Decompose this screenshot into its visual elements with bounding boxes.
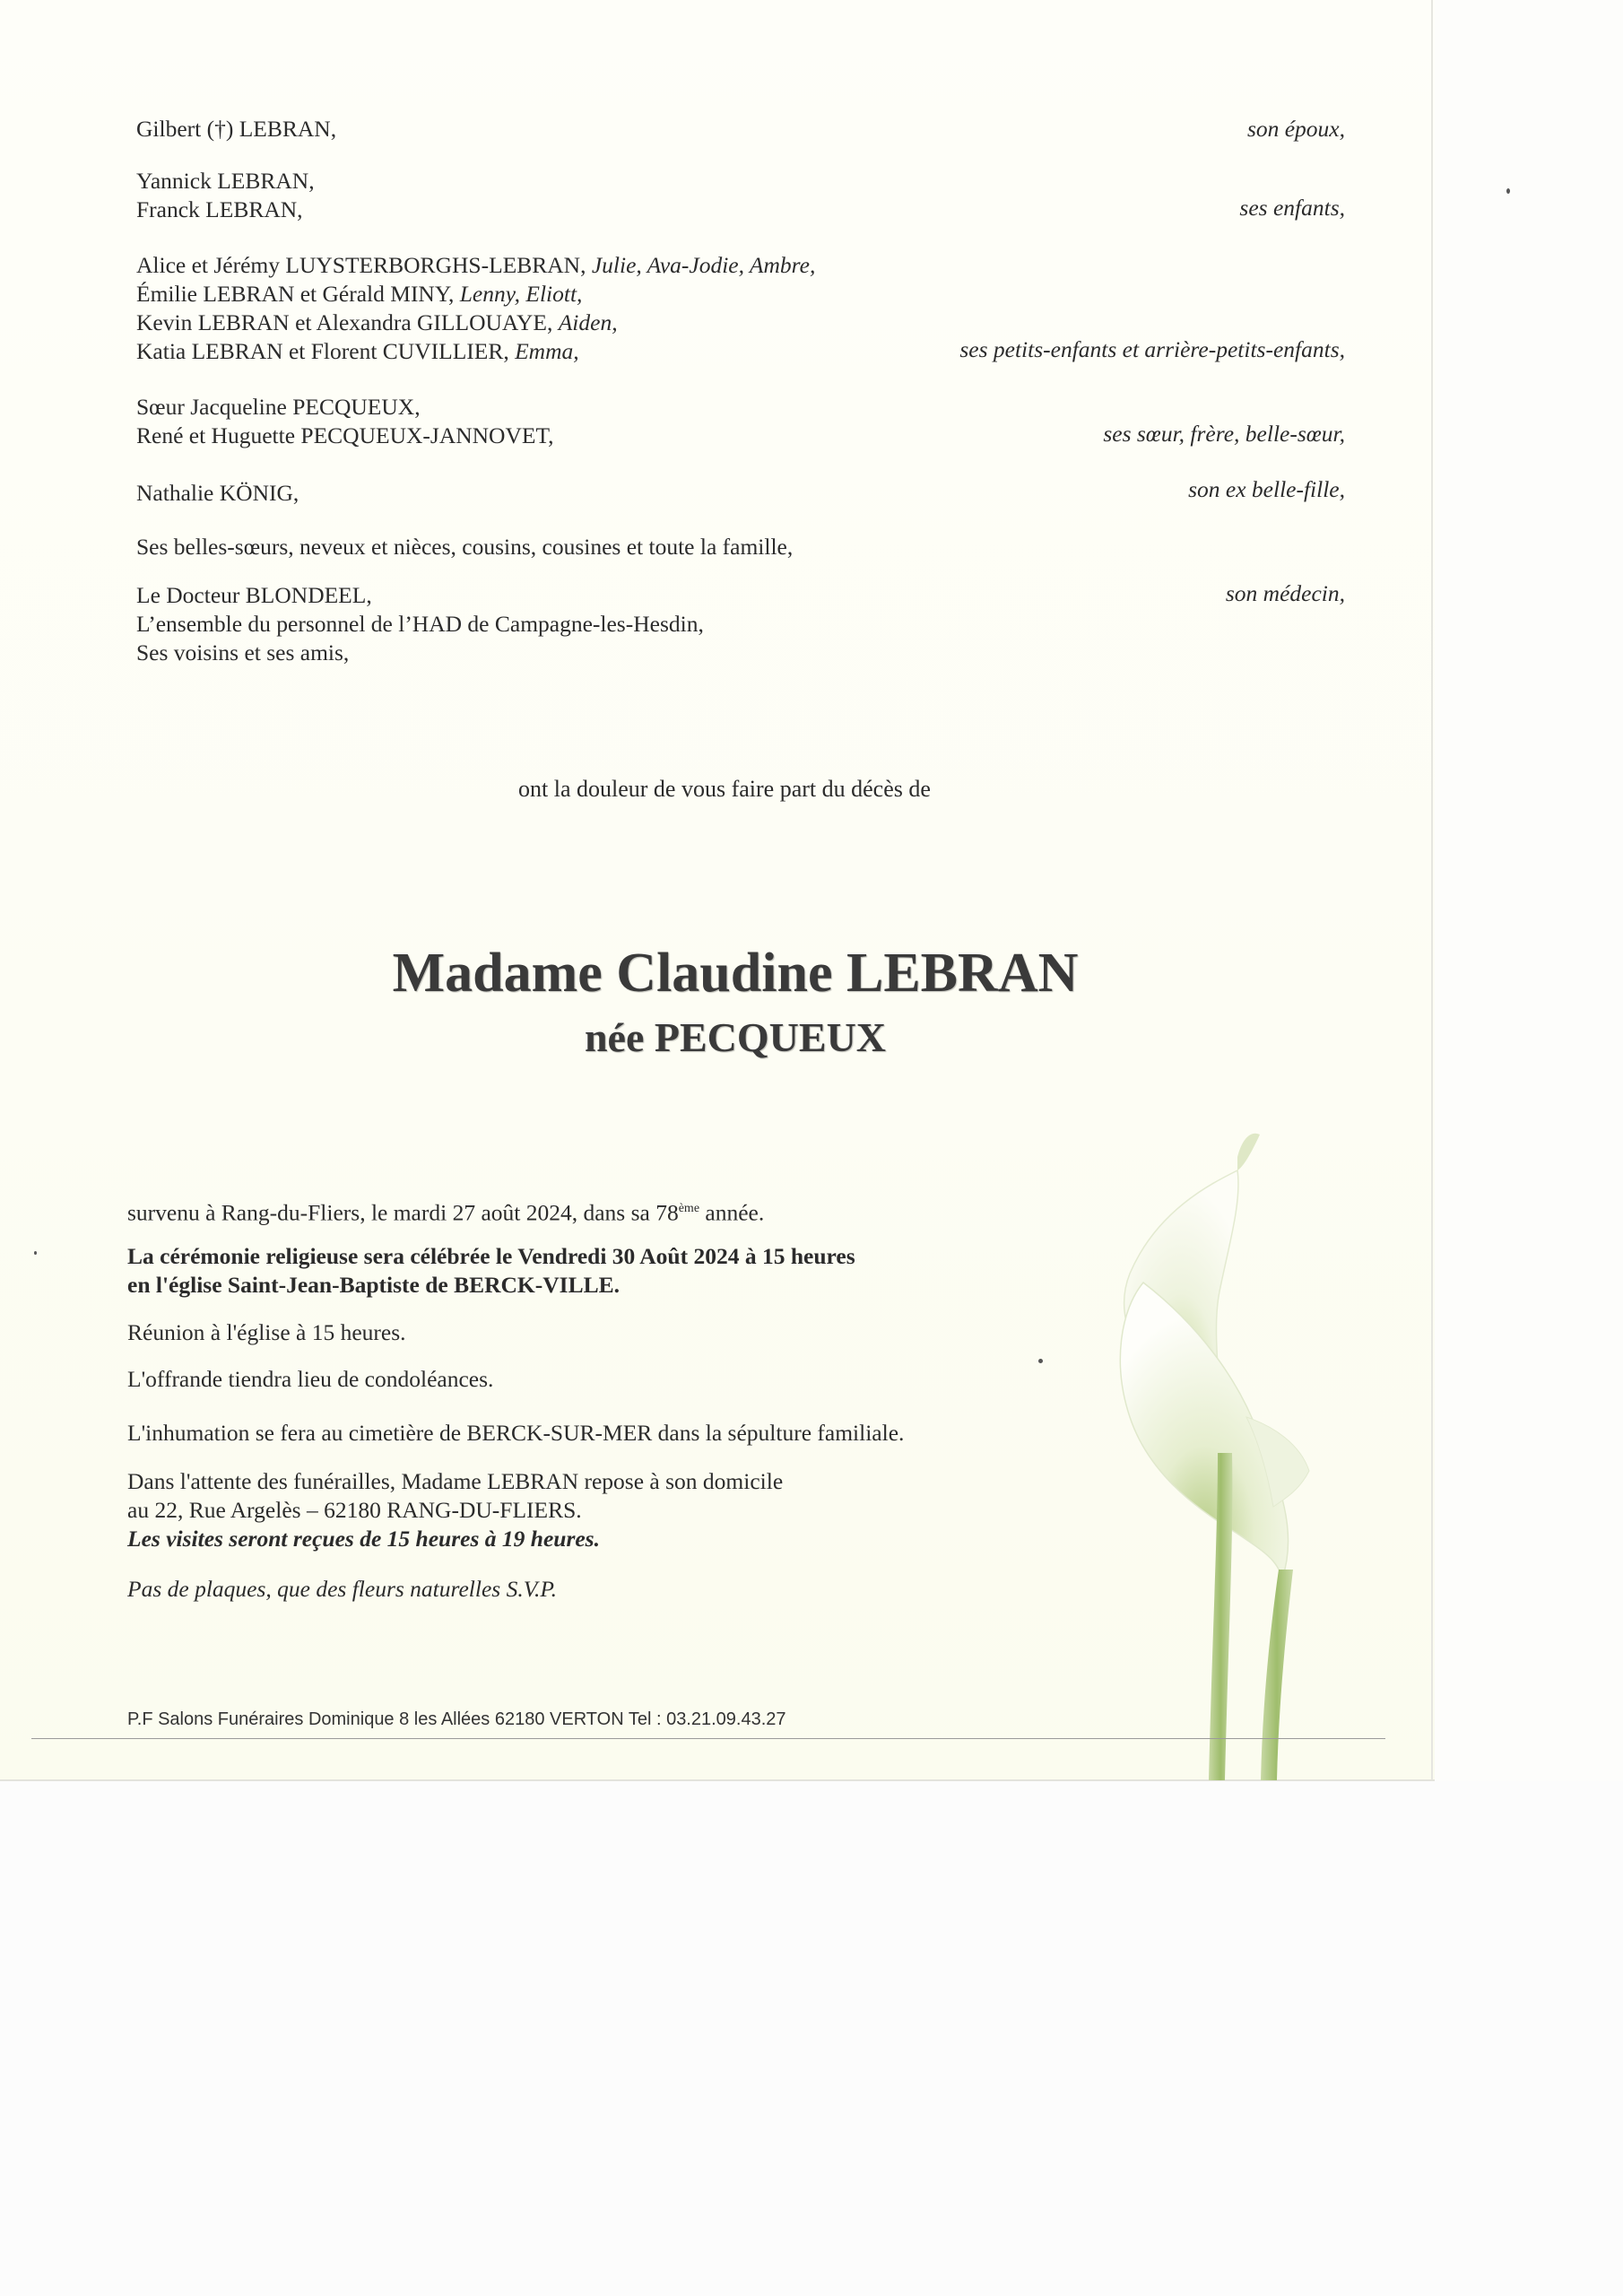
footer-divider (31, 1738, 1385, 1739)
ex-daughter-in-law-relation: son ex belle-fille, (1188, 476, 1345, 502)
announcement-text: ont la douleur de vous faire part du décès de (518, 776, 931, 802)
ex-daughter-in-law-name: Nathalie KÖNIG, (136, 480, 299, 506)
flowers-note: Pas de plaques, que des fleurs naturelles S.V.P. (127, 1576, 558, 1602)
grandchildren-line-1: Alice et Jérémy LUYSTERBORGHS-LEBRAN, Julie, Ava-Jodie, Ambre, (136, 252, 816, 278)
deceased-maiden-name: née PECQUEUX (584, 1014, 887, 1060)
visits-info: Les visites seront reçues de 15 heures à 19 heures. (127, 1526, 600, 1552)
other-name-2: L’ensemble du personnel de l’HAD de Campagne-les-Hesdin, (136, 611, 704, 637)
grandchildren-line-3: Kevin LEBRAN et Alexandra GILLOUAYE, Aiden, (136, 309, 618, 335)
page-right-edge (1431, 0, 1433, 1780)
grandchildren-line-4: Katia LEBRAN et Florent CUVILLIER, Emma, (136, 338, 579, 364)
deceased-name: Madame Claudine LEBRAN (392, 943, 1079, 1004)
child-name-1: Yannick LEBRAN, (136, 168, 315, 194)
sibling-name-1: Sœur Jacqueline PECQUEUX, (136, 394, 421, 420)
extended-family: Ses belles-sœurs, neveux et nièces, cousins, cousines et toute la famille, (136, 534, 794, 560)
rest-line-1: Dans l'attente des funérailles, Madame LEBRAN repose à son domicile (127, 1468, 784, 1494)
meeting-info: Réunion à l'église à 15 heures. (127, 1319, 406, 1345)
ceremony-line-1: La cérémonie religieuse sera célébrée le Vendredi 30 Août 2024 à 15 heures (127, 1243, 855, 1269)
sibling-name-2: René et Huguette PECQUEUX-JANNOVET, (136, 422, 554, 448)
death-details: survenu à Rang-du-Fliers, le mardi 27 août 2024, dans sa 78ème année. (127, 1199, 765, 1226)
other-name-1: Le Docteur BLONDEEL, (136, 582, 372, 608)
spouse-relation: son époux, (1246, 116, 1345, 142)
scan-speck (1506, 188, 1510, 194)
spouse-name: Gilbert (†) LEBRAN, (136, 116, 337, 142)
children-relation: ses enfants, (1239, 195, 1345, 221)
calla-lily-illustration (1058, 1130, 1381, 1780)
lower-blank-sheet (0, 1781, 1623, 2296)
grandchildren-line-2: Émilie LEBRAN et Gérald MINY, Lenny, Eliott, (136, 281, 583, 307)
funeral-home-footer: P.F Salons Funéraires Dominique 8 les Allées 62180 VERTON Tel : 03.21.09.43.27 (127, 1709, 786, 1729)
rest-line-2: au 22, Rue Argelès – 62180 RANG-DU-FLIERS. (127, 1497, 582, 1523)
doctor-relation: son médecin, (1225, 580, 1345, 606)
offering-info: L'offrande tiendra lieu de condoléances. (127, 1366, 494, 1392)
siblings-relation: ses sœur, frère, belle-sœur, (1103, 421, 1345, 447)
other-name-3: Ses voisins et ses amis, (136, 639, 350, 665)
grandchildren-relation: ses petits-enfants et arrière-petits-enfants, (959, 336, 1345, 362)
child-name-2: Franck LEBRAN, (136, 196, 303, 222)
scan-speck (34, 1251, 37, 1255)
ceremony-line-2: en l'église Saint-Jean-Baptiste de BERCK-VILLE. (127, 1272, 620, 1298)
burial-info: L'inhumation se fera au cimetière de BERCK-SUR-MER dans la sépulture familiale. (127, 1420, 905, 1446)
scan-speck (1038, 1359, 1043, 1363)
